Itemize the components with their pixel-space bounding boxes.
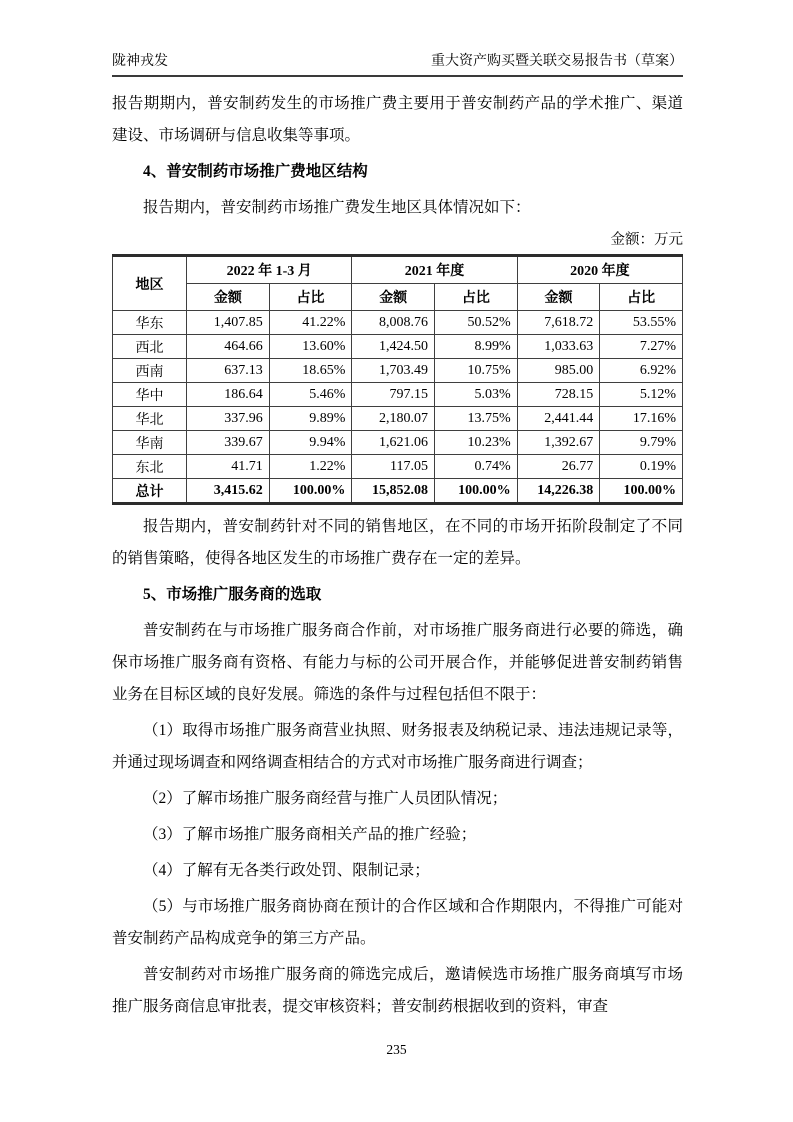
ratio-cell: 0.19% — [600, 455, 683, 479]
table-subheader-ratio: 占比 — [435, 284, 518, 311]
amount-cell: 2,180.07 — [352, 407, 435, 431]
ratio-cell: 100.00% — [435, 479, 518, 504]
paragraph-screening: 普安制药在与市场推广服务商合作前，对市场推广服务商进行必要的筛选，确保市场推广服务商有资格、有能力与标的公司开展合作，并能够促进普安制药销售业务在目标区域的良好发展。筛选的条件与过程包括但不限于： — [112, 622, 683, 703]
unit-note: 金额：万元 — [610, 232, 683, 248]
amount-cell: 339.67 — [187, 431, 270, 455]
region-cell: 华东 — [113, 311, 187, 335]
amount-cell: 186.64 — [187, 383, 270, 407]
ratio-cell: 17.16% — [600, 407, 683, 431]
table-header-period-2020: 2020 年度 — [517, 256, 682, 284]
amount-cell: 637.13 — [187, 359, 270, 383]
document-body — [112, 88, 683, 1027]
region-table — [112, 254, 683, 505]
paragraph-after-table: 报告期内，普安制药针对不同的销售地区，在不同的市场开拓阶段制定了不同的销售策略，使得各地区发生的市场推广费存在一定的差异。 — [112, 518, 683, 567]
amount-cell: 337.96 — [187, 407, 270, 431]
table-row — [113, 311, 683, 335]
section-heading-5: 5、市场推广服务商的选取 — [143, 586, 322, 603]
ratio-cell: 10.75% — [435, 359, 518, 383]
amount-cell: 797.15 — [352, 383, 435, 407]
amount-cell: 464.66 — [187, 335, 270, 359]
ratio-cell: 0.74% — [435, 455, 518, 479]
table-row — [113, 431, 683, 455]
table-subheader-amount: 金额 — [352, 284, 435, 311]
ratio-cell: 1.22% — [269, 455, 352, 479]
amount-cell: 15,852.08 — [352, 479, 435, 504]
ratio-cell: 9.89% — [269, 407, 352, 431]
table-header-period-2021: 2021 年度 — [352, 256, 517, 284]
table-row — [113, 383, 683, 407]
ratio-cell: 41.22% — [269, 311, 352, 335]
amount-cell: 3,415.62 — [187, 479, 270, 504]
table-row — [113, 455, 683, 479]
table-subheader-ratio: 占比 — [600, 284, 683, 311]
header-left-title: 陇神戎发 — [112, 54, 168, 69]
ratio-cell: 9.94% — [269, 431, 352, 455]
amount-cell: 1,621.06 — [352, 431, 435, 455]
table-subheader-amount: 金额 — [187, 284, 270, 311]
ratio-cell: 5.03% — [435, 383, 518, 407]
page-number: 235 — [386, 1042, 407, 1057]
table-subheader-amount: 金额 — [517, 284, 600, 311]
list-item-5: （5）与市场推广服务商协商在预计的合作区域和合作期限内，不得推广可能对普安制药产品构成竞争的第三方产品。 — [112, 898, 683, 947]
region-cell: 西南 — [113, 359, 187, 383]
table-subheader-ratio: 占比 — [269, 284, 352, 311]
ratio-cell: 5.46% — [269, 383, 352, 407]
amount-cell: 1,703.49 — [352, 359, 435, 383]
table-header-region: 地区 — [113, 256, 187, 311]
ratio-cell: 7.27% — [600, 335, 683, 359]
amount-cell: 8,008.76 — [352, 311, 435, 335]
paragraph-intro: 报告期期内，普安制药发生的市场推广费主要用于普安制药产品的学术推广、渠道建设、市场调研与信息收集等事项。 — [112, 95, 683, 144]
region-cell: 华北 — [113, 407, 187, 431]
amount-cell: 14,226.38 — [517, 479, 600, 504]
ratio-cell: 5.12% — [600, 383, 683, 407]
region-cell: 总计 — [113, 479, 187, 504]
amount-cell: 985.00 — [517, 359, 600, 383]
amount-cell: 1,424.50 — [352, 335, 435, 359]
region-cell: 华中 — [113, 383, 187, 407]
amount-cell: 728.15 — [517, 383, 600, 407]
amount-cell: 2,441.44 — [517, 407, 600, 431]
section-heading-4: 4、普安制药市场推广费地区结构 — [143, 163, 368, 180]
amount-cell: 7,618.72 — [517, 311, 600, 335]
amount-cell: 1,407.85 — [187, 311, 270, 335]
table-row — [113, 359, 683, 383]
amount-cell: 26.77 — [517, 455, 600, 479]
ratio-cell: 53.55% — [600, 311, 683, 335]
header-right-title: 重大资产购买暨关联交易报告书（草案） — [431, 54, 683, 69]
table-header-period-2022: 2022 年 1-3 月 — [187, 256, 352, 284]
ratio-cell: 6.92% — [600, 359, 683, 383]
ratio-cell: 18.65% — [269, 359, 352, 383]
table-header-row-periods — [113, 256, 683, 284]
ratio-cell: 10.23% — [435, 431, 518, 455]
ratio-cell: 9.79% — [600, 431, 683, 455]
list-item-2: （2）了解市场推广服务商经营与推广人员团队情况； — [143, 790, 508, 807]
region-cell: 东北 — [113, 455, 187, 479]
list-item-1: （1）取得市场推广服务商营业执照、财务报表及纳税记录、违法违规记录等，并通过现场调查和网络调查相结合的方式对市场推广服务商进行调查； — [112, 722, 683, 771]
table-total-row — [113, 479, 683, 504]
paragraph-region-intro: 报告期内，普安制药市场推广费发生地区具体情况如下： — [143, 199, 531, 216]
table-row — [113, 335, 683, 359]
amount-cell: 117.05 — [352, 455, 435, 479]
page-header — [112, 50, 683, 77]
amount-cell: 41.71 — [187, 455, 270, 479]
ratio-cell: 100.00% — [269, 479, 352, 504]
table-row — [113, 407, 683, 431]
amount-cell: 1,033.63 — [517, 335, 600, 359]
region-cell: 西北 — [113, 335, 187, 359]
list-item-3: （3）了解市场推广服务商相关产品的推广经验； — [143, 826, 477, 843]
ratio-cell: 8.99% — [435, 335, 518, 359]
ratio-cell: 50.52% — [435, 311, 518, 335]
amount-cell: 1,392.67 — [517, 431, 600, 455]
paragraph-closing: 普安制药对市场推广服务商的筛选完成后，邀请候选市场推广服务商填写市场推广服务商信息审批表，提交审核资料；普安制药根据收到的资料，审查 — [112, 966, 683, 1015]
ratio-cell: 100.00% — [600, 479, 683, 504]
region-cell: 华南 — [113, 431, 187, 455]
ratio-cell: 13.60% — [269, 335, 352, 359]
ratio-cell: 13.75% — [435, 407, 518, 431]
list-item-4: （4）了解有无各类行政处罚、限制记录； — [143, 862, 430, 879]
table-subheader-row — [113, 284, 683, 311]
